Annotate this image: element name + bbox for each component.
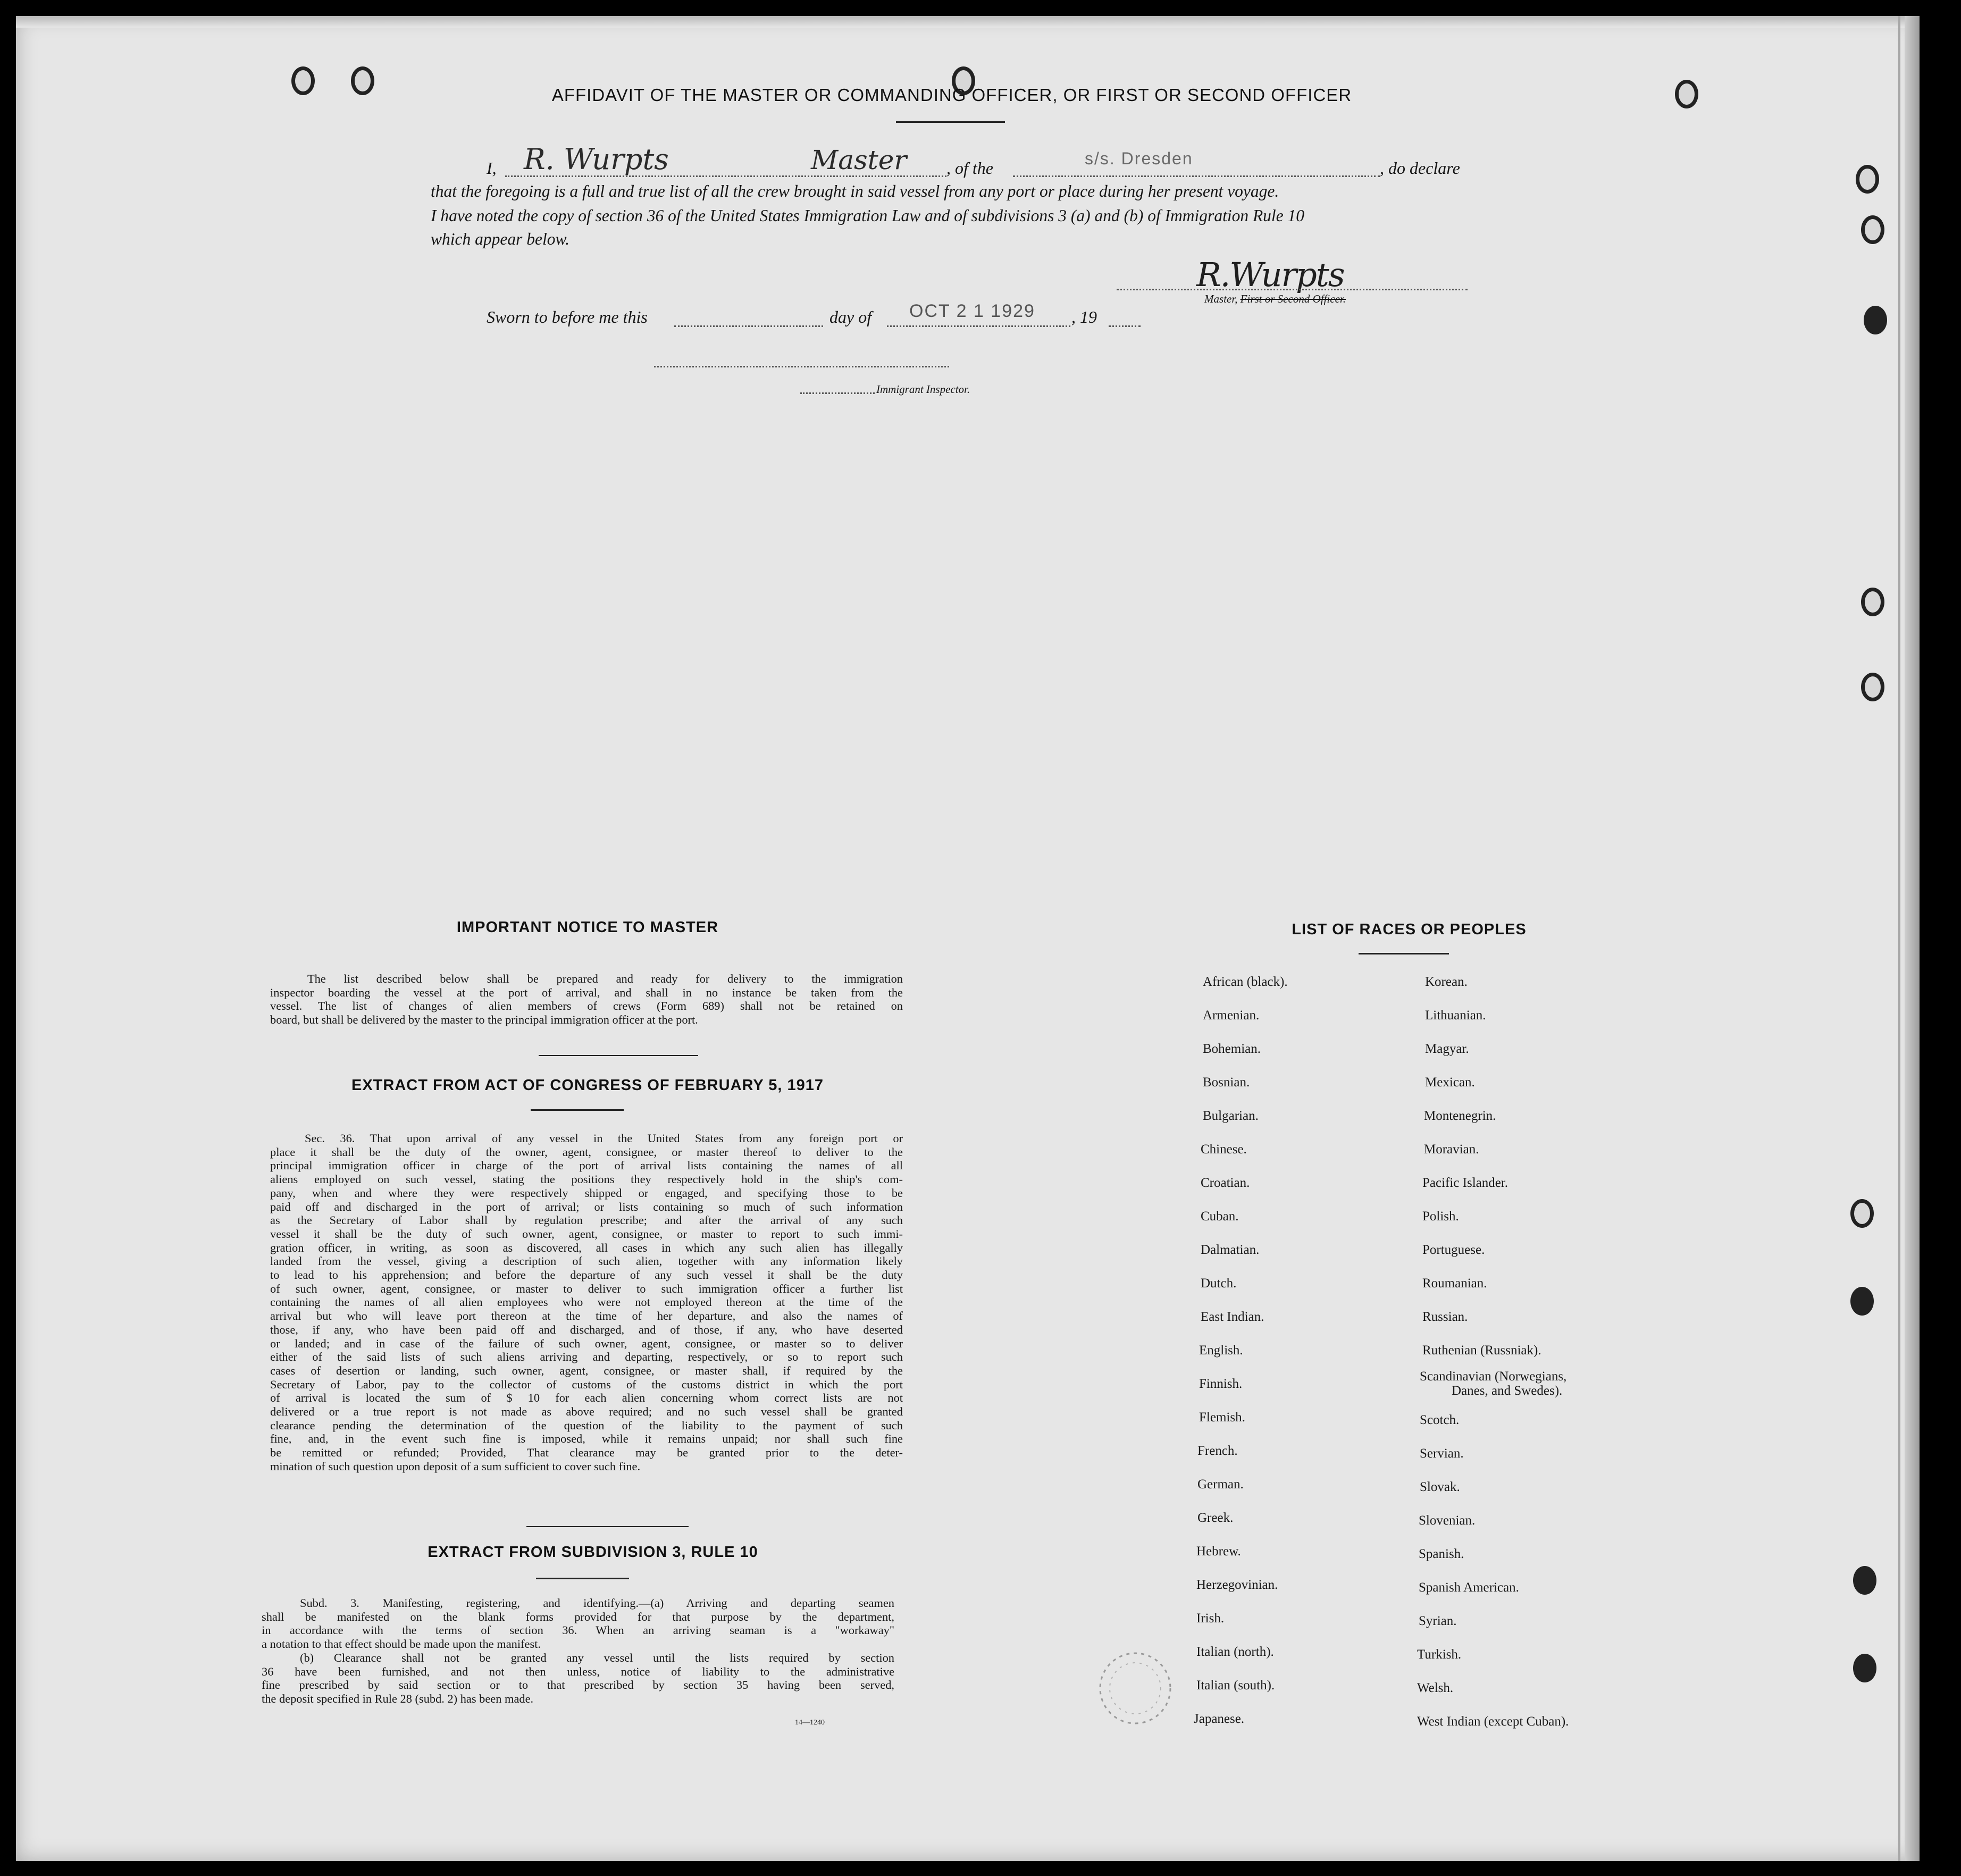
race-item: Croatian. bbox=[1201, 1176, 1250, 1190]
race-item: Cuban. bbox=[1201, 1209, 1239, 1224]
act-line: landed from the vessel, giving a description of such alien, together with any information likely bbox=[270, 1254, 903, 1268]
vessel-name-stamp: s/s. Dresden bbox=[1085, 149, 1193, 168]
race-item: Welsh. bbox=[1417, 1681, 1454, 1695]
affidavit-statement-line-2: I have noted the copy of section 36 of the United States Immigration Law and of subdivisions 3 (a) and (b) of Immigration Rule 10 bbox=[431, 206, 1305, 225]
form-number: 14—1240 bbox=[795, 1719, 825, 1727]
affidavit-title: AFFIDAVIT OF THE MASTER OR COMMANDING OFFICER, OR FIRST OR SECOND OFFICER bbox=[551, 85, 1352, 105]
race-item: Lithuanian. bbox=[1425, 1008, 1486, 1023]
do-declare-label: , do declare bbox=[1380, 158, 1460, 178]
rule-line: fine prescribed by said section or to that prescribed by section 35 having been served, bbox=[262, 1678, 894, 1692]
master-rank-handwritten: Master bbox=[811, 145, 907, 175]
day-of-label: day of bbox=[829, 307, 872, 326]
page-fold-line bbox=[1898, 16, 1900, 1861]
rule-title: EXTRACT FROM SUBDIVISION 3, RULE 10 bbox=[428, 1544, 758, 1561]
act-line: pany, when and where they were respectively shipped or engaged, and specifying those to be bbox=[270, 1186, 903, 1200]
signature-caption-master: Master, bbox=[1204, 292, 1241, 305]
faded-stamp-mark bbox=[1095, 1648, 1175, 1728]
page-top-shadow bbox=[16, 16, 1920, 28]
race-item: Irish. bbox=[1196, 1611, 1225, 1626]
race-item: Armenian. bbox=[1203, 1008, 1260, 1023]
race-item: Scotch. bbox=[1420, 1413, 1460, 1427]
race-item: Spanish. bbox=[1419, 1547, 1464, 1561]
notice-line: vessel. The list of changes of alien members of crews (Form 689) shall not be retained on bbox=[270, 999, 903, 1013]
inspector-label: Immigrant Inspector. bbox=[876, 383, 970, 396]
of-the-label: , of the bbox=[946, 158, 993, 178]
race-item: Magyar. bbox=[1425, 1042, 1469, 1056]
binding-hole-icon bbox=[1861, 215, 1884, 244]
rule-line: shall be manifested on the blank forms provided for that purpose by the department, bbox=[262, 1610, 894, 1623]
binding-hole-icon bbox=[1850, 1287, 1874, 1316]
rule-line: Subd. 3. Manifesting, registering, and identifying.—(a) Arriving and departing seamen bbox=[300, 1596, 894, 1610]
race-item: East Indian. bbox=[1201, 1310, 1264, 1324]
race-item: Ruthenian (Russniak). bbox=[1422, 1343, 1541, 1358]
act-line: as the Secretary of Labor shall by regulation prescribe; and after the arrival of any such bbox=[270, 1213, 903, 1227]
act-line: or landed; and in case of the failure of such owner, agent, consignee, or master so to deliver bbox=[270, 1336, 903, 1350]
date-stamp: OCT 2 1 1929 bbox=[909, 301, 1035, 321]
act-line: containing the names of all alien employees who were not employed thereon at the time of the bbox=[270, 1295, 903, 1309]
race-item: Polish. bbox=[1422, 1209, 1459, 1224]
vessel-field-line bbox=[1013, 175, 1380, 177]
binding-hole-icon bbox=[1856, 165, 1879, 194]
race-item: English. bbox=[1199, 1343, 1243, 1358]
page-right-edge bbox=[1905, 16, 1920, 1861]
rule-paragraph bbox=[262, 1596, 894, 1706]
race-item: Dalmatian. bbox=[1201, 1243, 1260, 1257]
race-item: African (black). bbox=[1203, 975, 1288, 989]
act-line: vessel it shall be the duty of such owner, agent, consignee, or master to report to such immi- bbox=[270, 1227, 903, 1241]
act-line: Sec. 36. That upon arrival of any vessel in the United States from any foreign port or bbox=[305, 1132, 903, 1145]
act-line: to lead to his apprehension; and before the departure of any such vessel it shall be the duty bbox=[270, 1268, 903, 1282]
sworn-month-line bbox=[887, 325, 1070, 327]
notice-paragraph bbox=[270, 972, 903, 1027]
document-page bbox=[16, 16, 1920, 1861]
act-line: gration officer, in writing, as soon as discovered, all cases in which any such alien has illegally bbox=[270, 1241, 903, 1254]
master-name-handwritten: R. Wurpts bbox=[524, 143, 669, 176]
binding-hole-icon bbox=[351, 66, 374, 95]
act-line: those, if any, who have been paid off and discharged, and of those, if any, who have deserted bbox=[270, 1322, 903, 1336]
signature-caption-struck: First or Second Officer. bbox=[1240, 292, 1346, 305]
rule-divider bbox=[536, 1578, 629, 1579]
rule-line: 36 have been furnished, and not then unless, notice of liability to the administrative bbox=[262, 1664, 894, 1678]
race-item: Flemish. bbox=[1199, 1410, 1245, 1425]
binding-hole-icon bbox=[1675, 80, 1698, 108]
year-label: , 19 bbox=[1071, 307, 1097, 326]
act-line: aliens employed on such vessel, stating the positions they respectively hold in the ship's com- bbox=[270, 1172, 903, 1186]
title-divider bbox=[896, 121, 1005, 123]
act-paragraph bbox=[270, 1132, 903, 1473]
act-line: cases of desertion or landing, such owner, agent, consignee, or master shall, if required by the bbox=[270, 1363, 903, 1377]
act-line: mination of such question upon deposit of a sum sufficient to cover such fine. bbox=[270, 1459, 641, 1473]
race-item: Scandinavian (Norwegians, bbox=[1420, 1369, 1567, 1384]
binding-hole-icon bbox=[291, 66, 315, 95]
rule-line: a notation to that effect should be made upon the manifest. bbox=[262, 1637, 541, 1651]
race-item: Hebrew. bbox=[1196, 1544, 1241, 1559]
race-item: Portuguese. bbox=[1422, 1243, 1485, 1257]
race-item: Servian. bbox=[1420, 1446, 1464, 1461]
race-item: Turkish. bbox=[1417, 1647, 1462, 1662]
rule-line: in accordance with the terms of section 36. When an arriving seaman is a "workaway" bbox=[262, 1623, 894, 1637]
act-line: of such owner, agent, consignee, or master to deliver to such immigration officer a further list bbox=[270, 1282, 903, 1295]
race-item: Danes, and Swedes). bbox=[1452, 1384, 1563, 1398]
act-line: clearance pending the determination of the question of the liability to the payment of such bbox=[270, 1418, 903, 1432]
signature-line bbox=[1117, 289, 1468, 290]
race-item: Italian (south). bbox=[1196, 1678, 1275, 1693]
race-item: Slovak. bbox=[1420, 1480, 1460, 1494]
binding-hole-icon bbox=[1853, 1654, 1876, 1682]
race-item: Pacific Islander. bbox=[1422, 1176, 1509, 1190]
act-divider bbox=[531, 1109, 624, 1111]
notice-line: board, but shall be delivered by the master to the principal immigration officer at the port. bbox=[270, 1013, 698, 1027]
affidavit-statement-line-1: that the foregoing is a full and true list of all the crew brought in said vessel from any port or place during her present voyage. bbox=[431, 182, 1279, 200]
race-item: Spanish American. bbox=[1419, 1580, 1519, 1595]
race-item: Slovenian. bbox=[1419, 1513, 1476, 1528]
act-end-divider bbox=[526, 1526, 689, 1527]
race-item: Bosnian. bbox=[1203, 1075, 1250, 1090]
act-line: paid off and discharged in the port of arrival; or lists containing so much of such information bbox=[270, 1200, 903, 1213]
race-item: Herzegovinian. bbox=[1196, 1578, 1278, 1592]
inspector-signature-line bbox=[654, 366, 949, 367]
race-item: Korean. bbox=[1425, 975, 1468, 989]
races-divider bbox=[1359, 953, 1449, 954]
master-signature: R.Wurpts bbox=[1196, 255, 1344, 294]
binding-hole-icon bbox=[1861, 673, 1884, 701]
act-line: of arrival is located the sum of $ 10 for each alien concerning whom correct lists are not bbox=[270, 1391, 903, 1405]
notice-divider bbox=[539, 1055, 698, 1056]
act-line: delivered or a true report is not made as above required; and no such vessel shall be granted bbox=[270, 1405, 903, 1419]
act-line: arrival but who will leave port thereon at the time of her departure, and also the names of bbox=[270, 1309, 903, 1323]
race-item: Italian (north). bbox=[1196, 1645, 1274, 1659]
race-item: French. bbox=[1197, 1444, 1238, 1458]
sworn-year-line bbox=[1109, 325, 1141, 327]
race-item: Bulgarian. bbox=[1203, 1109, 1259, 1123]
binding-hole-icon bbox=[1864, 306, 1887, 334]
race-item: Finnish. bbox=[1199, 1377, 1243, 1391]
notice-line: inspector boarding the vessel at the port of arrival, and shall in no instance be taken from the bbox=[270, 985, 903, 999]
act-title: EXTRACT FROM ACT OF CONGRESS OF FEBRUARY 5, 1917 bbox=[351, 1077, 824, 1094]
signature-caption bbox=[1204, 292, 1346, 306]
races-title: LIST OF RACES OR PEOPLES bbox=[1292, 921, 1527, 938]
race-item: Mexican. bbox=[1425, 1075, 1475, 1090]
rule-line: the deposit specified in Rule 28 (subd. 2) has been made. bbox=[262, 1691, 534, 1705]
sworn-day-line bbox=[674, 325, 823, 327]
notice-line: The list described below shall be prepared and ready for delivery to the immigration bbox=[307, 972, 903, 985]
race-item: Chinese. bbox=[1201, 1142, 1247, 1157]
race-item: Dutch. bbox=[1201, 1276, 1237, 1291]
inspector-caption-line bbox=[800, 392, 875, 394]
race-item: West Indian (except Cuban). bbox=[1417, 1714, 1569, 1729]
notice-title: IMPORTANT NOTICE TO MASTER bbox=[456, 919, 719, 936]
race-item: Japanese. bbox=[1194, 1712, 1245, 1726]
race-item: German. bbox=[1197, 1477, 1244, 1492]
affidavit-i-label: I, bbox=[487, 158, 497, 178]
race-item: Russian. bbox=[1422, 1310, 1468, 1324]
rule-line: (b) Clearance shall not be granted any vessel until the lists required by section bbox=[300, 1651, 894, 1664]
affidavit-statement-line-3: which appear below. bbox=[431, 230, 570, 248]
race-item: Greek. bbox=[1197, 1511, 1234, 1525]
race-item: Roumanian. bbox=[1422, 1276, 1487, 1291]
act-line: Secretary of Labor, pay to the collector of customs of the customs district in which the port bbox=[270, 1377, 903, 1391]
binding-hole-icon bbox=[1853, 1566, 1876, 1595]
act-line: either of the said lists of such aliens arriving and departing, respectively, or so to report such bbox=[270, 1350, 903, 1364]
race-item: Syrian. bbox=[1419, 1614, 1457, 1628]
race-item: Moravian. bbox=[1424, 1142, 1479, 1157]
act-line: principal immigration officer in charge of the port of arrival lists containing the names of all bbox=[270, 1159, 903, 1172]
binding-hole-icon bbox=[1861, 588, 1884, 616]
act-line: fine, and, in the event such fine is imposed, while it remains unpaid; nor shall such fine bbox=[270, 1432, 903, 1446]
act-line: be remitted or refunded; Provided, That clearance may be granted prior to the deter- bbox=[270, 1446, 903, 1460]
race-item: Montenegrin. bbox=[1424, 1109, 1496, 1123]
sworn-label: Sworn to before me this bbox=[487, 307, 648, 326]
binding-hole-icon bbox=[1850, 1199, 1874, 1228]
race-item: Bohemian. bbox=[1203, 1042, 1261, 1056]
act-line: place it shall be the duty of the owner, agent, consignee, or master thereof to deliver to the bbox=[270, 1145, 903, 1159]
